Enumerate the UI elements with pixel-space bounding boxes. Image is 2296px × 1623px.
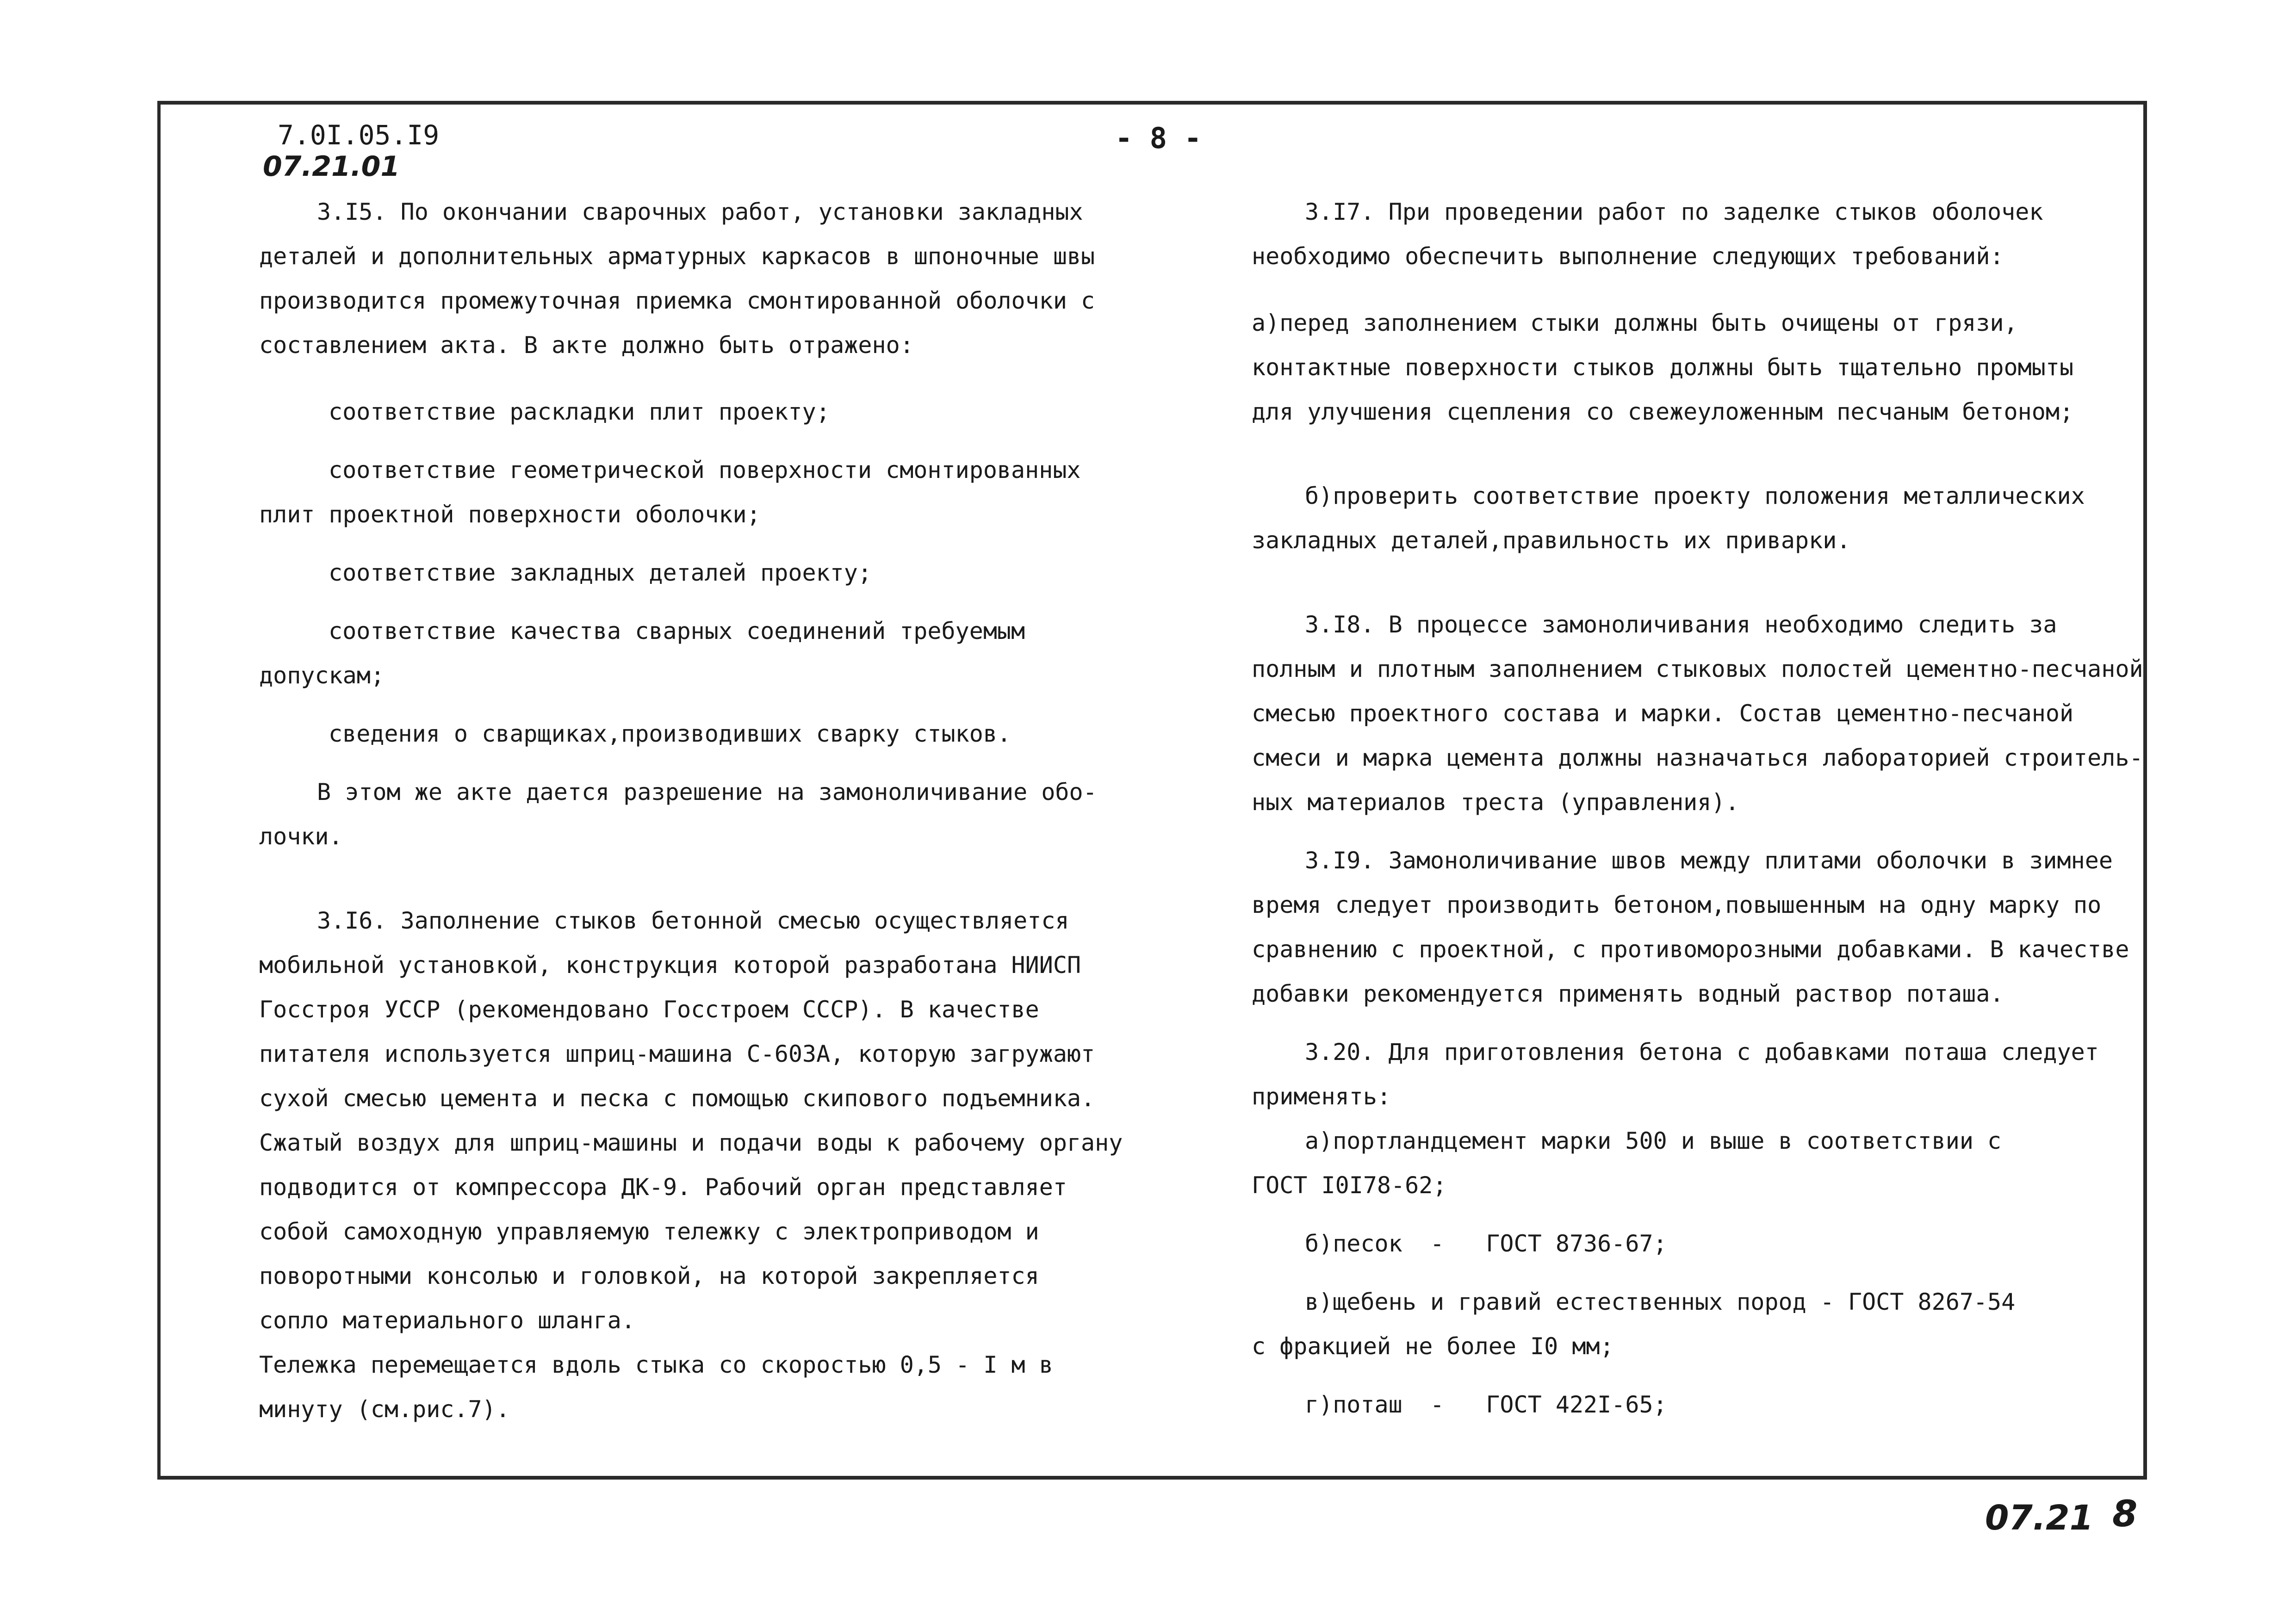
text-line: б)проверить соответствие проекту положения металлических bbox=[1305, 483, 2085, 509]
list-item: сведения о сварщиках,производивших сварку стыков. bbox=[329, 720, 1011, 747]
text-line: 3.20. Для приготовления бетона с добавками поташа следует bbox=[1305, 1039, 2099, 1065]
footer-handwritten-page: 8 bbox=[2112, 1493, 2138, 1535]
text-line: для улучшения сцепления со свежеуложенным песчаным бетоном; bbox=[1252, 398, 2074, 425]
text-line: смеси и марка цемента должны назначаться лабораторией строитель- bbox=[1252, 744, 2143, 771]
section-3-17 bbox=[1252, 190, 2143, 279]
list-item: б)песок - ГОСТ 8736-67; bbox=[1305, 1230, 1667, 1257]
page-number: - 8 - bbox=[1115, 121, 1202, 155]
text-line: применять: bbox=[1252, 1083, 1391, 1110]
text-line: собой самоходную управляемую тележку с электроприводом и bbox=[259, 1218, 1039, 1245]
list-item: соответствие качества сварных соединений требуемым bbox=[329, 618, 1025, 644]
list-item: соответствие закладных деталей проекту; bbox=[329, 559, 872, 586]
materials-list bbox=[1252, 1119, 2143, 1427]
text-line: питателя используется шприц-машина С-603А, которую загружают bbox=[259, 1041, 1095, 1067]
requirement-a bbox=[1252, 301, 2143, 434]
left-column bbox=[259, 190, 1123, 1431]
text-line: 3.I8. В процессе замоноличивания необходимо следить за bbox=[1305, 611, 2057, 638]
list-item: а)портландцемент марки 500 и выше в соответствии с bbox=[1305, 1127, 2002, 1154]
text-line: 3.I6. Заполнение стыков бетонной смесью осуществляется bbox=[317, 907, 1069, 934]
text-line: 3.I7. При проведении работ по заделке стыков оболочек bbox=[1305, 198, 2043, 225]
section-3-18 bbox=[1252, 602, 2143, 824]
right-column bbox=[1252, 190, 2143, 1427]
text-line: смесью проектного состава и марки. Состав цементно-песчаной bbox=[1252, 700, 2074, 727]
list-item: с фракцией не более I0 мм; bbox=[1252, 1333, 1614, 1360]
handwritten-code: 07.21.01 bbox=[263, 150, 400, 183]
text-line: подводится от компрессора ДК-9. Рабочий орган представляет bbox=[259, 1174, 1067, 1201]
text-line: а)перед заполнением стыки должны быть очищены от грязи, bbox=[1252, 310, 2018, 336]
text-line: сравнению с проектной, с противоморозными добавками. В качестве bbox=[1252, 936, 2129, 963]
list-item: плит проектной поверхности оболочки; bbox=[259, 501, 761, 528]
text-line: сухой смесью цемента и песка с помощью скипового подъемника. bbox=[259, 1085, 1095, 1112]
requirement-b bbox=[1252, 474, 2143, 563]
text-line: Госстроя УССР (рекомендовано Госстроем СССР). В качестве bbox=[259, 996, 1039, 1023]
text-line: полным и плотным заполнением стыковых полостей цементно-песчаной bbox=[1252, 656, 2143, 682]
text-line: деталей и дополнительных арматурных каркасов в шпоночные швы bbox=[259, 243, 1095, 270]
footer-handwritten-code: 07.21 bbox=[1985, 1498, 2094, 1538]
text-line: мобильной установкой, конструкция которой разработана НИИСП bbox=[259, 952, 1081, 979]
list-item: допускам; bbox=[259, 662, 385, 689]
section-3-20 bbox=[1252, 1030, 2143, 1119]
text-line: В этом же акте дается разрешение на замоноличивание обо- bbox=[317, 779, 1097, 805]
list-item: соответствие раскладки плит проекту; bbox=[329, 398, 830, 425]
text-line: сопло материального шланга. bbox=[259, 1307, 635, 1334]
text-line: Тележка перемещается вдоль стыка со скоростью 0,5 - I м в bbox=[259, 1351, 1053, 1378]
text-line: составлением акта. В акте должно быть отражено: bbox=[259, 332, 914, 359]
section-3-16 bbox=[259, 898, 1123, 1431]
document-code: 7.0I.05.I9 bbox=[278, 119, 440, 151]
text-line: 3.I5. По окончании сварочных работ, установки закладных bbox=[317, 198, 1083, 225]
text-line: 3.I9. Замоноличивание швов между плитами оболочки в зимнее bbox=[1305, 847, 2113, 874]
text-line: лочки. bbox=[259, 823, 343, 850]
list-item: ГОСТ I0I78-62; bbox=[1252, 1172, 1447, 1199]
text-line: ных материалов треста (управления). bbox=[1252, 789, 1739, 816]
text-line: производится промежуточная приемка смонтированной оболочки с bbox=[259, 287, 1095, 314]
text-line: время следует производить бетоном,повышенным на одну марку по bbox=[1252, 892, 2102, 918]
section-3-15 bbox=[259, 190, 1123, 367]
text-line: контактные поверхности стыков должны быть тщательно промыты bbox=[1252, 354, 2074, 381]
text-line: минуту (см.рис.7). bbox=[259, 1396, 510, 1423]
requirements-list bbox=[259, 390, 1123, 756]
text-line: Сжатый воздух для шприц-машины и подачи воды к рабочему органу bbox=[259, 1129, 1123, 1156]
permit-paragraph bbox=[259, 770, 1123, 859]
text-line: необходимо обеспечить выполнение следующих требований: bbox=[1252, 243, 2004, 270]
text-line: закладных деталей,правильность их приварки. bbox=[1252, 527, 1851, 554]
list-item: соответствие геометрической поверхности смонтированных bbox=[329, 457, 1081, 483]
text-line: поворотными консолью и головкой, на которой закрепляется bbox=[259, 1263, 1039, 1289]
section-3-19 bbox=[1252, 838, 2143, 1016]
list-item: в)щебень и гравий естественных пород - ГОСТ 8267-54 bbox=[1305, 1288, 2016, 1315]
list-item: г)поташ - ГОСТ 422I-65; bbox=[1305, 1391, 1667, 1418]
text-line: добавки рекомендуется применять водный раствор поташа. bbox=[1252, 980, 2004, 1007]
